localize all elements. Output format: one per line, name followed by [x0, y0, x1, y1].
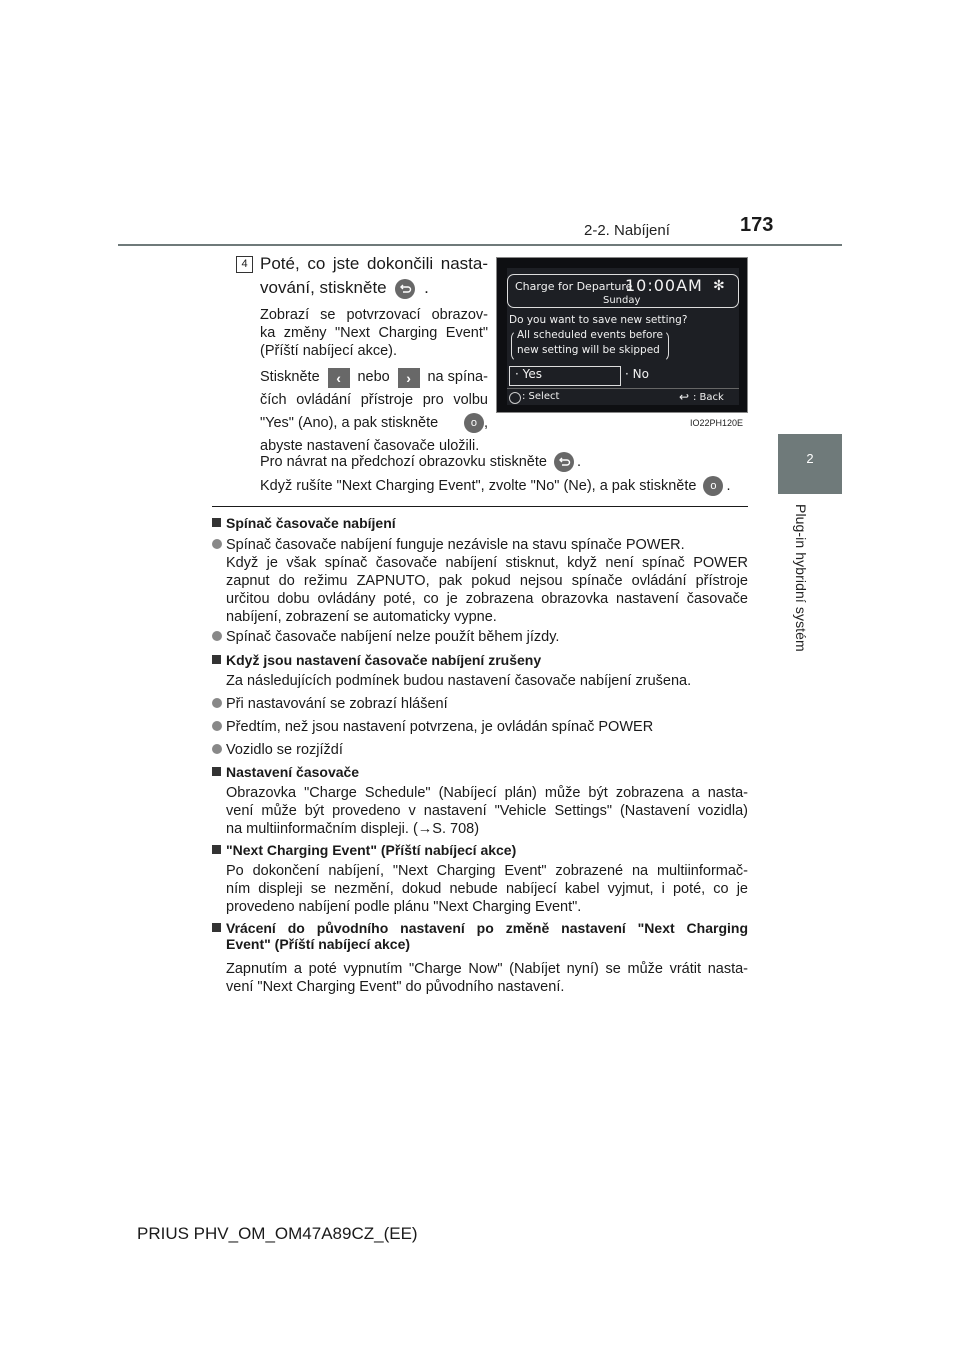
s2-bullet1: [212, 695, 448, 713]
right-arrow-icon: ›: [398, 368, 420, 388]
departure-time: 10:00AM: [625, 276, 703, 295]
ok-button-icon: o: [703, 476, 723, 496]
text-line: Když je však spínač časovače nabíjení stisknut, když není spínač POWER: [226, 555, 748, 571]
note4-text: Když rušíte "Next Charging Event", zvolte "No" (Ne), a pak stiskněte: [260, 477, 697, 494]
square-bullet-icon: [212, 845, 221, 854]
text-line: vení může být provedeno v nastavení "Vehicle Settings" (Nastavení vozidla): [226, 803, 748, 819]
text-line: Obrazovka "Charge Schedule" (Nabíjecí plán) může být zobrazena a nasta-: [226, 785, 748, 801]
text-line: vení "Next Charging Event" do původního nastavení.: [226, 979, 565, 995]
select-knob-icon: [509, 392, 521, 404]
text-line: Zapnutím a poté vypnutím "Charge Now" (Nabíjet nyní) se může vrátit nasta-: [226, 961, 748, 977]
no-option: · No: [625, 367, 649, 381]
back-button-icon: [554, 452, 574, 472]
heading-timer-switch: [212, 515, 396, 531]
note2-line1: [260, 366, 488, 389]
display-inner: [507, 268, 739, 405]
left-arrow-icon: ‹: [328, 368, 350, 388]
display-screenshot: [496, 257, 748, 413]
heading-text: Když jsou nastavení časovače nabíjení zrušeny: [226, 652, 542, 668]
heading-timer-setting: [212, 764, 359, 780]
heading-text: "Next Charging Event" (Příští nabíjecí akce): [226, 842, 517, 858]
ac-icon: ✻: [713, 278, 725, 294]
step-line2-end: .: [424, 278, 429, 297]
info-line2: new setting will be skipped: [517, 344, 660, 356]
s1-bullet1: [212, 536, 748, 626]
departure-title: Charge for Departure: [515, 280, 633, 293]
step-text-line1: [260, 254, 488, 274]
back-arrow-icon: ↩: [679, 390, 690, 404]
footer-model-code: PRIUS PHV_OM_OM47A89CZ_(EE): [137, 1224, 418, 1243]
heading-text: Nastavení časovače: [226, 764, 360, 780]
note1-line: ka změny "Next Charging Event": [260, 325, 488, 341]
note-cancel: [260, 476, 731, 496]
note3-text: Pro návrat na předchozí obrazovku stiskněte: [260, 453, 547, 470]
note-select-yes: [260, 366, 488, 458]
back-hint: : Back: [693, 392, 724, 403]
text-line: Vozidlo se rozjíždí: [226, 742, 343, 758]
s2-bullet3: [212, 741, 343, 759]
note-confirm-screen: [260, 306, 488, 360]
step-line2-text: vování, stiskněte: [260, 278, 387, 297]
text-line: Spínač časovače nabíjení funguje nezávisle na stavu spínače POWER.: [226, 537, 685, 553]
text-line: Spínač časovače nabíjení nelze použít během jízdy.: [226, 629, 560, 645]
back-button-icon: [395, 279, 415, 299]
chapter-label: Plug-in hybridní systém: [793, 504, 809, 652]
note2-text: ,: [483, 415, 488, 431]
heading-revert-setting: [212, 920, 748, 952]
heading-text: Vrácení do původního nastavení po změně nastavení "Next Charging: [226, 920, 748, 936]
info-line1: All scheduled events before: [517, 329, 663, 341]
round-bullet-icon: [212, 698, 222, 708]
figure-code: IO22PH120E: [690, 418, 744, 428]
s4-text: [226, 862, 748, 916]
note1-line: (Příští nabíjecí akce).: [260, 343, 397, 359]
text-line: Po dokončení nabíjení, "Next Charging Event" zobrazené na multiinformač-: [226, 863, 748, 879]
yes-option: · Yes: [515, 367, 542, 381]
note2-line3: [260, 412, 488, 435]
text-line: Předtím, než jsou nastavení potvrzena, je ovládán spínač POWER: [226, 719, 654, 735]
s5-text: [226, 960, 748, 996]
s3-text: [226, 784, 748, 838]
square-bullet-icon: [212, 655, 221, 664]
select-hint: : Select: [522, 391, 560, 402]
s1-bullet2: [212, 628, 559, 646]
note2-text: Stiskněte: [260, 369, 320, 385]
text-line: ním displeji se nezmění, dokud nebude nabíjecí kabel vyjmut, i poté, co je: [226, 881, 748, 897]
heading-text: Event" (Příští nabíjecí akce): [226, 936, 411, 952]
screen-divider: [507, 388, 739, 389]
text-line: Při nastavování se zobrazí hlášení: [226, 696, 448, 712]
ok-button-icon: o: [464, 413, 484, 433]
note2-text: "Yes" (Ano), a pak stiskněte: [260, 415, 439, 431]
header-rule: [118, 244, 842, 246]
square-bullet-icon: [212, 767, 221, 776]
step-number: 4: [236, 256, 253, 273]
round-bullet-icon: [212, 744, 222, 754]
s2-intro: Za následujících podmínek budou nastavení časovače nabíjení zrušena.: [226, 673, 692, 689]
square-bullet-icon: [212, 518, 221, 527]
note-return: [260, 452, 581, 472]
square-bullet-icon: [212, 923, 221, 932]
text-line: provedeno nabíjení podle plánu "Next Charging Event".: [226, 899, 582, 915]
note2-text: nebo: [357, 369, 390, 385]
section-title: 2-2. Nabíjení: [584, 222, 670, 239]
note2-line2: čích ovládání přístroje pro volbu: [260, 392, 488, 408]
text-line: zapnut do režimu ZAPNUTO, pak pokud nejsou spínače ovládání přístroje: [226, 573, 748, 589]
page-number: 173: [740, 214, 774, 236]
text-line: určitou dobu ovládány poté, co je zobrazena obrazovka nastavení časovače: [226, 591, 748, 607]
round-bullet-icon: [212, 539, 222, 549]
note3-text: .: [576, 453, 581, 470]
step-line1: Poté, co jste dokončili nasta-: [260, 254, 488, 273]
step-text-line2: [260, 278, 429, 299]
note2-line4: abyste nastavení časovače uložili.: [260, 438, 480, 454]
heading-cancel-settings: [212, 652, 541, 668]
text-line: nabíjení, zobrazení se automaticky vypne.: [226, 609, 497, 625]
note1-line: Zobrazí se potvrzovací obrazov-: [260, 307, 488, 323]
heading-text: Spínač časovače nabíjení: [226, 515, 396, 531]
save-question: Do you want to save new setting?: [509, 314, 688, 326]
s2-bullet2: [212, 718, 653, 736]
chapter-number: 2: [806, 451, 814, 466]
departure-day: Sunday: [603, 295, 641, 306]
round-bullet-icon: [212, 631, 222, 641]
section-divider: [212, 506, 748, 507]
note2-text: na spína-: [427, 369, 488, 385]
round-bullet-icon: [212, 721, 222, 731]
text-line: na multiinformačním displeji. (→S. 708): [226, 821, 480, 837]
note4-text: .: [726, 477, 731, 494]
heading-next-charging: [212, 842, 516, 858]
